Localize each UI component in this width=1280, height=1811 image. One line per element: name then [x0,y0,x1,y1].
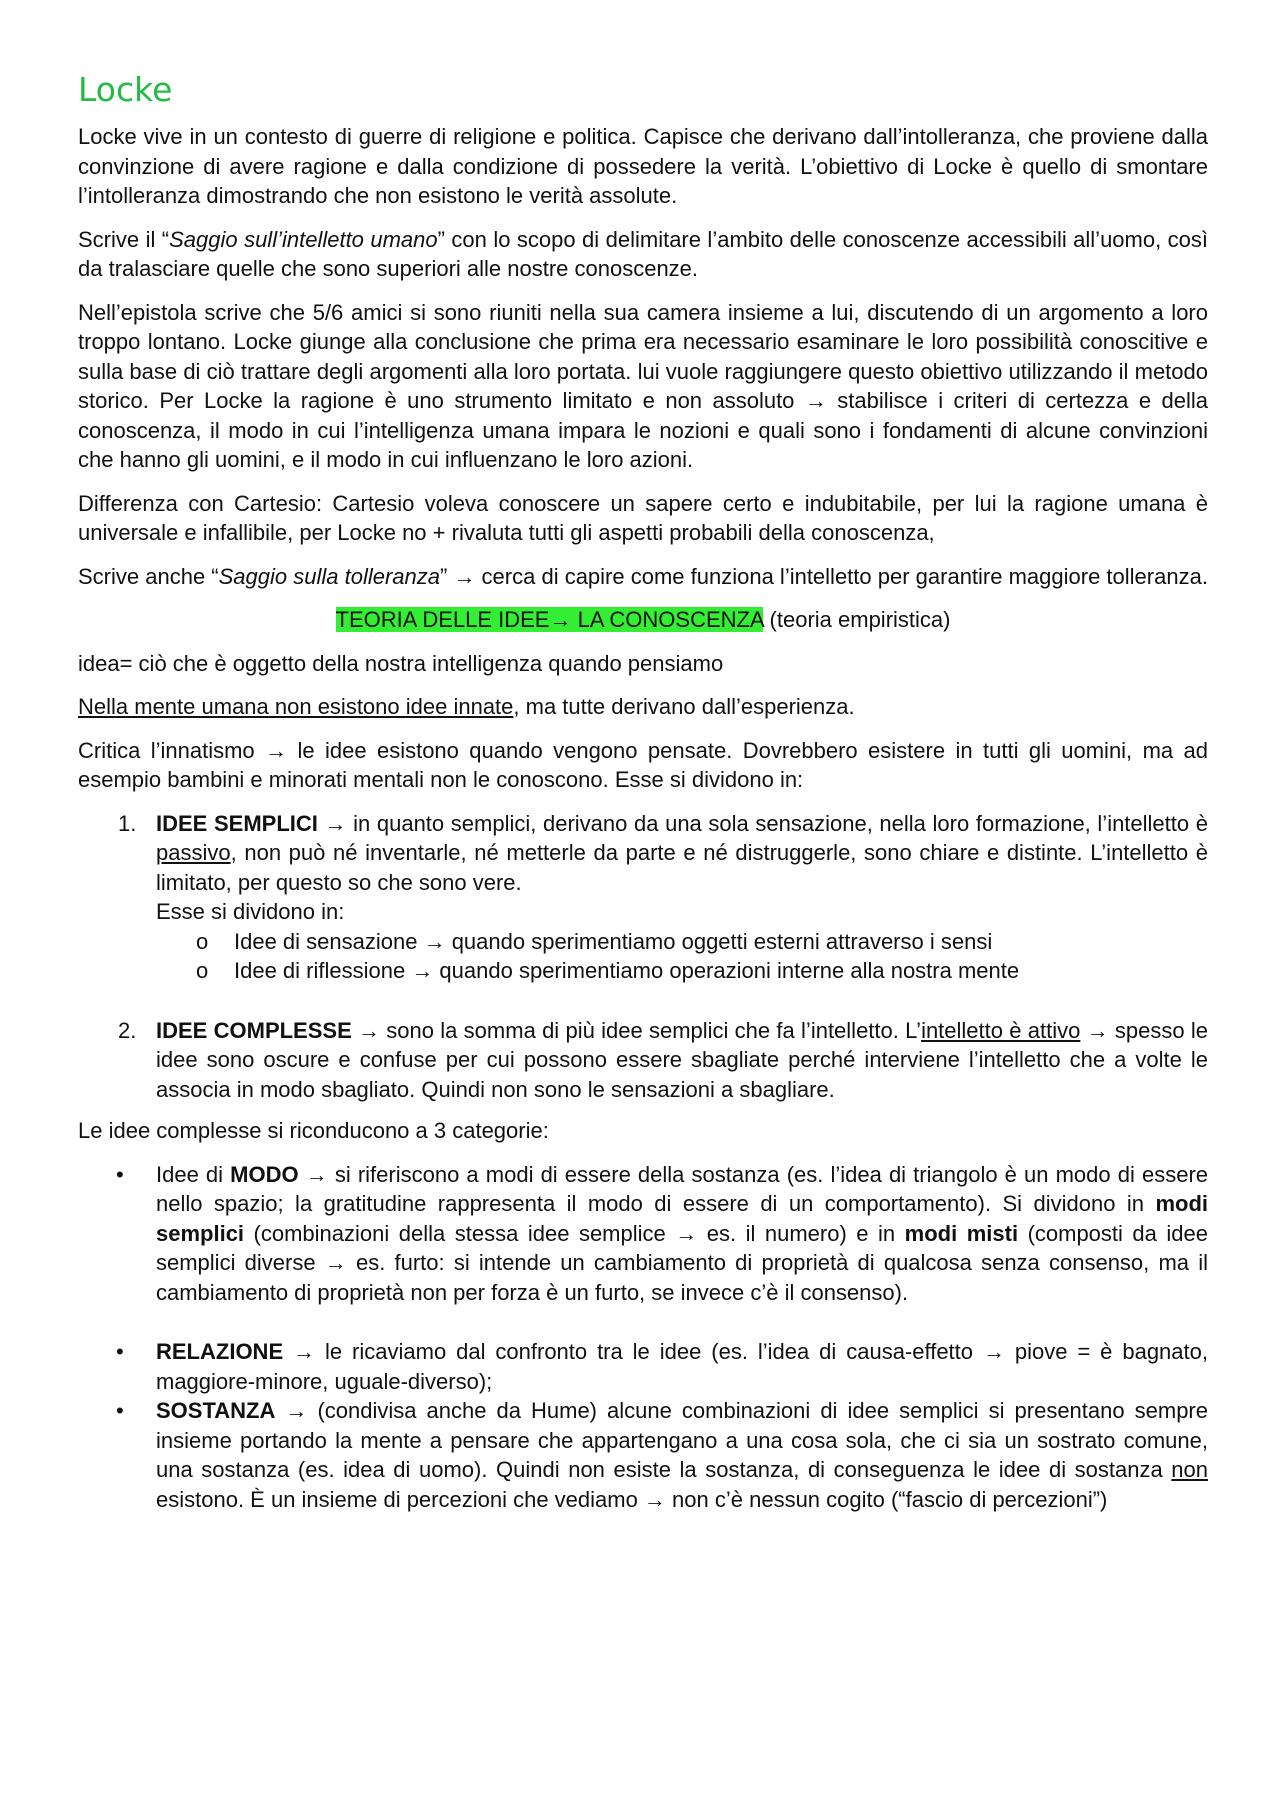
list-item-idee-semplici [78,809,1208,986]
bold-term: modi misti [904,1220,1019,1246]
sublist-item [156,927,1208,957]
text: → (condivisa anche da Hume) alcune combinazioni di idee semplici si presentano sempre insieme portando la mente a pensare che appartengano a una cosa sola, che ci sia un sostrato comune, una sostanza (es. idea di uomo). Quindi non esiste la sostanza, di conseguenza le idee di sostanza [156,1398,1208,1482]
section-heading [78,605,1208,635]
innate-paragraph [78,692,1208,722]
sublist-item [156,956,1208,986]
intro-text: Locke vive in un contesto di guerre di religione e politica. Capisce che derivano dall’intolleranza, che proviene dalla convinzione di avere ragione e dalla condizione di possedere la verità. L’obiettivo di Locke è quello di smontare l’intolleranza dimostrando che non esistono le verità assolute. [78,124,1208,208]
sublist-text: Idee di sensazione → quando sperimentiamo oggetti esterni attraverso i sensi [234,928,993,954]
bold-term: modi semplici [156,1191,1208,1246]
epistola-text: Nell’epistola scrive che 5/6 amici si sono riuniti nella sua camera insieme a lui, discutendo di un argomento a loro troppo lontano. Locke giunge alla conclusione che prima era necessario esaminare le loro possibilità conoscitive e sulla base di ciò trattare degli argomenti alla loro portata. lui vuole raggiungere questo obiettivo utilizzando il metodo storico. Per Locke la ragione è uno strumento limitato e non assoluto → stabilisce i criteri di certezza e della conoscenza, il modo in cui l’intelligenza umana impara le nozioni e quali sono i fondamenti di alcune convinzioni che hanno gli uomini, e il modo in cui influenzano le loro azioni. [78,299,1208,472]
epistola-paragraph [78,298,1208,475]
cartesio-paragraph [78,489,1208,548]
document-page [78,70,1208,1514]
bullet-icon: • [116,1398,124,1423]
underlined-text: non [1171,1457,1208,1482]
bullet-icon: • [116,1339,124,1364]
sublist-text: Idee di riflessione → quando sperimentiamo operazioni interne alla nostra mente [234,958,1020,983]
sub-intro: Esse si dividono in: [156,899,345,924]
list-number: 2. [118,1017,137,1043]
page-title: Locke [78,70,173,109]
text: Idee di [156,1161,231,1187]
circle-bullet-icon: o [196,928,209,954]
sublist [156,927,1208,986]
text: esistono. È un insieme di percezioni che vediamo → non c’è nessun cogito (“fascio di percezioni”) [156,1486,1108,1512]
bullet-icon: • [116,1161,124,1187]
critica-text: Critica l’innatismo → le idee esistono quando vengono pensate. Dovrebbero esistere in tutti gli uomini, ma ad esempio bambini e minorati mentali non le conoscono. Esse si dividono in: [78,737,1208,792]
critica-paragraph [78,736,1208,795]
book-title: Saggio sull’intelletto umano [169,226,438,252]
bold-term: SOSTANZA [156,1398,276,1423]
list-number: 1. [118,810,137,836]
list-item-idee-complesse [78,1016,1208,1105]
idee-list [78,809,1208,1105]
underlined-text: intelletto è attivo [921,1017,1081,1043]
bold-term: IDEE COMPLESSE [156,1017,352,1043]
text: → spesso le idee sono oscure e confuse per cui possono essere sbagliate perché interviene l’intelletto che a volte le associa in modo sbagliato. Quindi non sono le sensazioni a sbagliare. [156,1017,1209,1102]
idea-definition [78,649,1208,679]
text: → si riferiscono a modi di essere della sostanza (es. l’idea di triangolo è un modo di essere nello spazio; la gratitudine rappresenta il modo di essere di un comportamento). Si dividono in [156,1161,1209,1216]
cartesio-text: Differenza con Cartesio: Cartesio voleva conoscere un sapere certo e indubitabile, per lui la ragione umana è universale e infallibile, per Locke no + rivaluta tutti gli aspetti probabili della conoscenza, [78,490,1208,545]
text: (composti da idee semplici diverse → es. furto: si intende un cambiamento di proprietà di qualcosa senza consenso, ma il cambiamento di proprietà non per forza è un furto, se invece c’è il consenso). [156,1220,1208,1305]
text: ” → cerca di capire come funziona l’intelletto per garantire maggiore tolleranza. [440,563,1208,589]
bullet-item-relazione [78,1337,1208,1396]
book-title: Saggio sulla tolleranza [218,563,440,589]
idea-text: idea= ciò che è oggetto della nostra intelligenza quando pensiamo [78,650,724,676]
categorie-paragraph [78,1116,1208,1146]
bullet-item-sostanza [78,1396,1208,1514]
underlined-text: Nella mente umana non esistono idee innate [78,694,514,719]
saggio-intelletto-paragraph [78,225,1208,284]
text: Scrive il “ [78,226,170,252]
highlighted-heading: TEORIA DELLE IDEE→ LA CONOSCENZA [335,607,764,632]
categorie-list [78,1160,1208,1515]
heading-subtitle: (teoria empiristica) [763,607,951,632]
intro-paragraph [78,122,1208,211]
categorie-text: Le idee complesse si riconducono a 3 categorie: [78,1118,549,1143]
text: → le ricaviamo dal confronto tra le idee (es. l’idea di causa-effetto → piove = è bagnato, maggiore-minore, uguale-diverso); [156,1339,1208,1394]
text: , ma tutte derivano dall’esperienza. [513,694,855,719]
bold-term: MODO [230,1161,299,1187]
saggio-tolleranza-paragraph [78,562,1208,592]
text: Scrive anche “ [78,563,219,589]
text: ” con lo scopo di delimitare l’ambito delle conoscenze accessibili all’uomo, così da tralasciare quelle che sono superiori alle nostre conoscenze. [78,226,1209,281]
underlined-text: passivo [156,840,231,865]
bold-term: RELAZIONE [156,1339,284,1364]
circle-bullet-icon: o [196,958,209,983]
text: (combinazioni della stessa idee semplice → es. il numero) e in [244,1220,905,1246]
text: , non può né inventarle, né metterle da parte e né distruggerle, sono chiare e distinte. L’intelletto è limitato, per questo so che sono vere. [156,840,1208,895]
text: → in quanto semplici, derivano da una sola sensazione, nella loro formazione, l’intelletto è [317,810,1208,836]
bold-term: IDEE SEMPLICI [156,810,318,836]
text: → sono la somma di più idee semplici che fa l’intelletto. L’ [351,1017,922,1043]
bullet-item-modo [78,1160,1208,1308]
